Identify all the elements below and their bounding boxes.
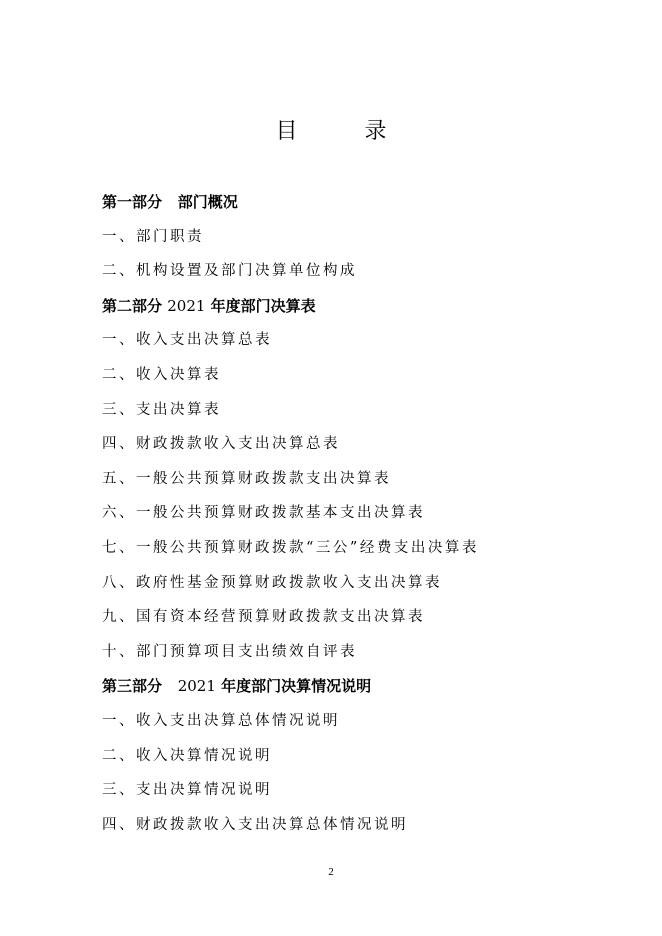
page-title: 目 录 <box>275 119 417 144</box>
part-year: 2021 <box>177 677 216 696</box>
toc-item: 一、收入支出决算总体情况说明 <box>102 712 340 729</box>
toc-item: 十、部门预算项目支出绩效自评表 <box>102 643 357 660</box>
part-label: 第二部分 <box>102 296 163 315</box>
toc-item: 三、支出决算情况说明 <box>102 782 272 799</box>
toc-item: 三、支出决算表 <box>102 401 221 418</box>
part-heading: 年度部门决算表 <box>210 296 316 315</box>
toc-item: 四、财政拨款收入支出决算总表 <box>102 436 340 453</box>
part-label: 第三部分 <box>102 677 163 696</box>
toc-item: 六、一般公共预算财政拨款基本支出决算表 <box>102 505 425 522</box>
toc-item: 二、收入决算表 <box>102 366 221 383</box>
toc-item: 五、一般公共预算财政拨款支出决算表 <box>102 470 391 487</box>
toc-item: 二、收入决算情况说明 <box>102 747 272 764</box>
part-label: 第一部分 <box>102 193 163 211</box>
toc-item: 八、政府性基金预算财政拨款收入支出决算表 <box>102 574 442 591</box>
part-heading: 年度部门决算情况说明 <box>221 677 372 696</box>
part-year: 2021 <box>167 296 206 315</box>
toc-part-heading <box>102 292 622 327</box>
toc-item: 七、一般公共预算财政拨款“三公”经费支出决算表 <box>102 539 479 556</box>
toc-item: 二、机构设置及部门决算单位构成 <box>102 263 357 280</box>
part-heading: 部门概况 <box>177 193 238 211</box>
toc-item: 九、国有资本经营预算财政拨款支出决算表 <box>102 609 425 626</box>
toc-part-heading <box>102 672 622 707</box>
toc-part-heading <box>102 188 622 223</box>
toc-item: 四、财政拨款收入支出决算总体情况说明 <box>102 816 408 833</box>
toc-item: 一、收入支出决算总表 <box>102 332 272 349</box>
table-of-contents <box>102 188 622 845</box>
toc-item: 一、部门职责 <box>102 228 204 245</box>
page-number: 2 <box>328 866 334 878</box>
